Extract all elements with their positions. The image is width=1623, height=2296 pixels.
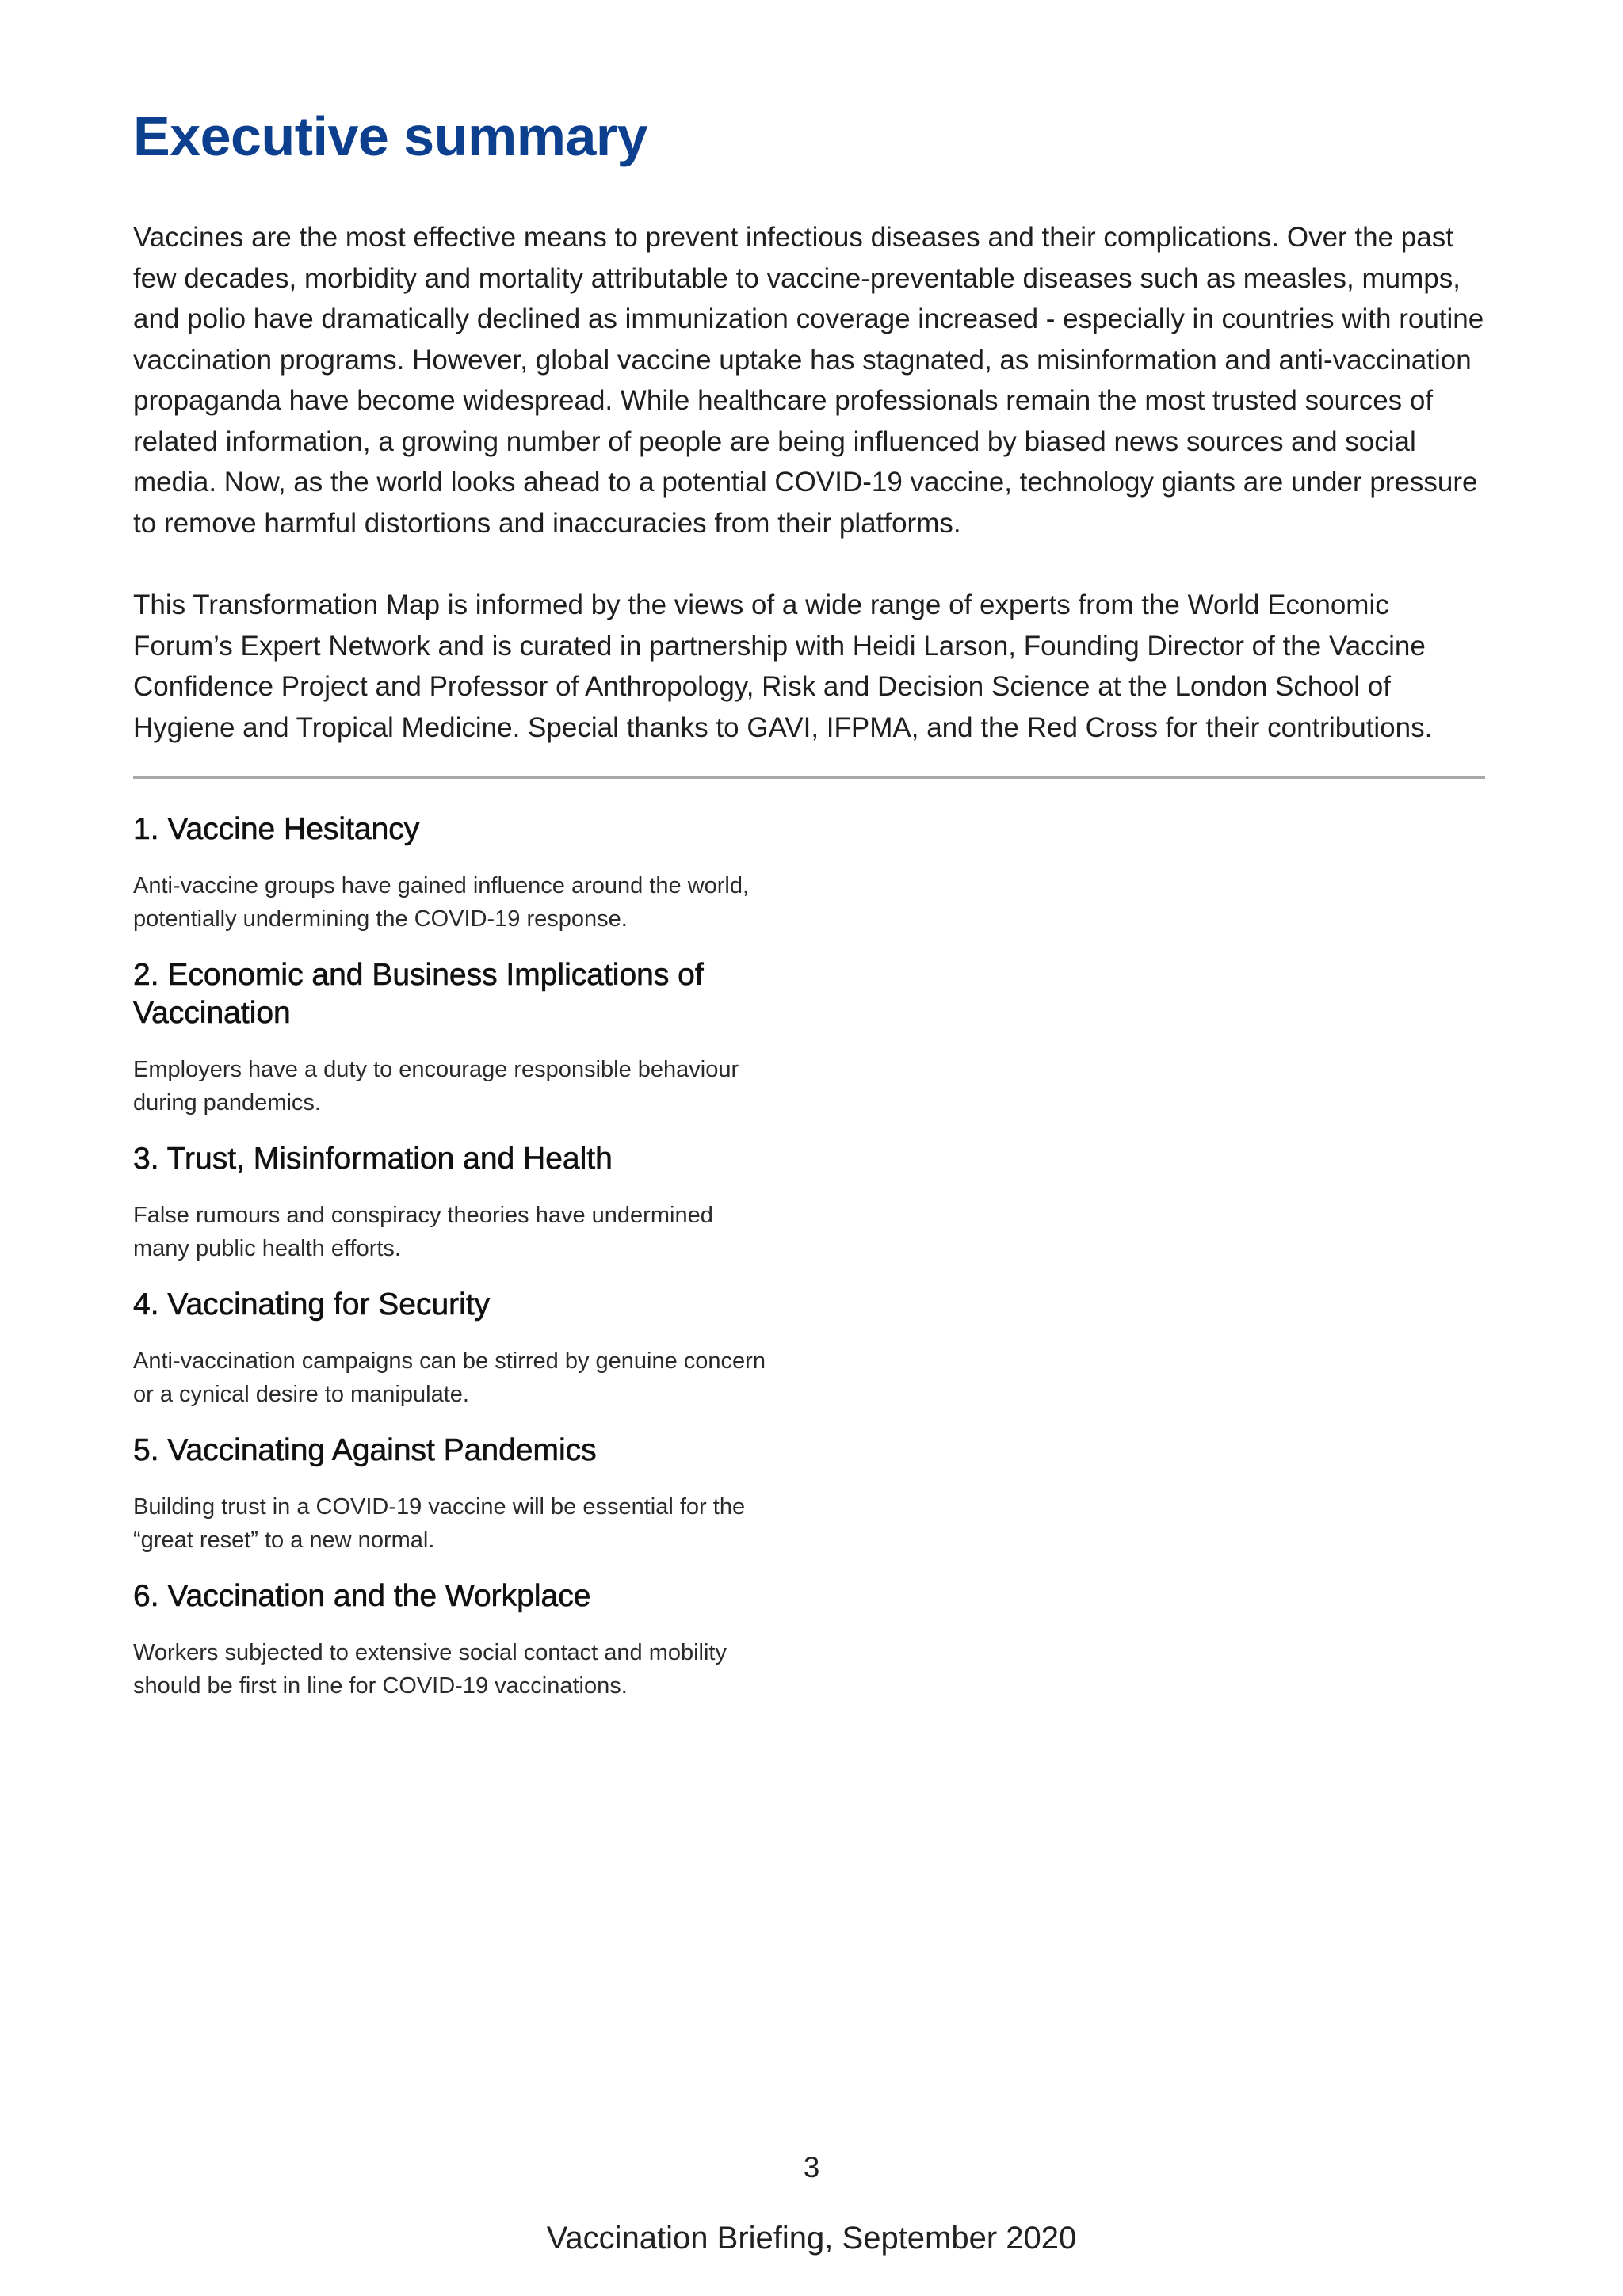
intro-paragraph-1: Vaccines are the most effective means to prevent infectious diseases and their complications. Over the past few decades, morbidity and mortality attributable to vaccine-preventable diseases such as measles, mumps, and polio have dramatically declined as immunization coverage increased - especially in countries with routine vaccination programs. However, global vaccine uptake has stagnated, as misinformation and anti-vaccination propaganda have become widespread. While healthcare professionals remain the most trusted sources of related information, a growing number of people are being influenced by biased news sources and social media. Now, as the world looks ahead to a potential COVID-19 vaccine, technology giants are under pressure to remove harmful distortions and inaccuracies from their platforms. — [133, 222, 1484, 539]
topic-heading: 5. Vaccinating Against Pandemics — [133, 1433, 597, 1467]
page-content — [133, 97, 1485, 1723]
topic-list — [133, 810, 775, 1703]
topic-heading: 6. Vaccination and the Workplace — [133, 1579, 591, 1613]
topic-summary: Employers have a duty to encourage responsible behaviour during pandemics. — [133, 1057, 739, 1116]
topic-item — [133, 956, 775, 1119]
topic-summary: Workers subjected to extensive social contact and mobility should be first in line for COVID-19 vaccinations. — [133, 1640, 727, 1699]
topic-summary: Anti-vaccination campaigns can be stirred by genuine concern or a cynical desire to manipulate. — [133, 1348, 766, 1407]
topic-summary: Building trust in a COVID-19 vaccine will be essential for the “great reset” to a new normal. — [133, 1494, 746, 1553]
topic-item — [133, 1577, 775, 1703]
topic-summary: False rumours and conspiracy theories have undermined many public health efforts. — [133, 1203, 713, 1261]
section-divider — [133, 776, 1485, 779]
page-number: 3 — [803, 2151, 820, 2183]
topic-heading: 3. Trust, Misinformation and Health — [133, 1142, 613, 1176]
publication-footer: Vaccination Briefing, September 2020 — [546, 2221, 1077, 2256]
topic-heading: 2. Economic and Business Implications of Vaccination — [133, 958, 704, 1030]
topic-item — [133, 810, 775, 936]
page-title: Executive summary — [133, 105, 648, 167]
topic-item — [133, 1286, 775, 1411]
topic-item — [133, 1432, 775, 1557]
intro-paragraph-2: This Transformation Map is informed by the views of a wide range of experts from the World Economic Forum’s Expert Network and is curated in partnership with Heidi Larson, Founding Director of the Vaccine Confidence Project and Professor of Anthropology, Risk and Decision Science at the London School of Hygiene and Tropical Medicine. Special thanks to GAVI, IFPMA, and the Red Cross for their contributions. — [133, 589, 1433, 743]
intro-section — [133, 217, 1485, 748]
topic-item — [133, 1140, 775, 1265]
topic-summary: Anti-vaccine groups have gained influence around the world, potentially undermining the COVID-19 response. — [133, 873, 750, 932]
topic-heading: 4. Vaccinating for Security — [133, 1287, 491, 1322]
topic-heading: 1. Vaccine Hesitancy — [133, 812, 420, 846]
